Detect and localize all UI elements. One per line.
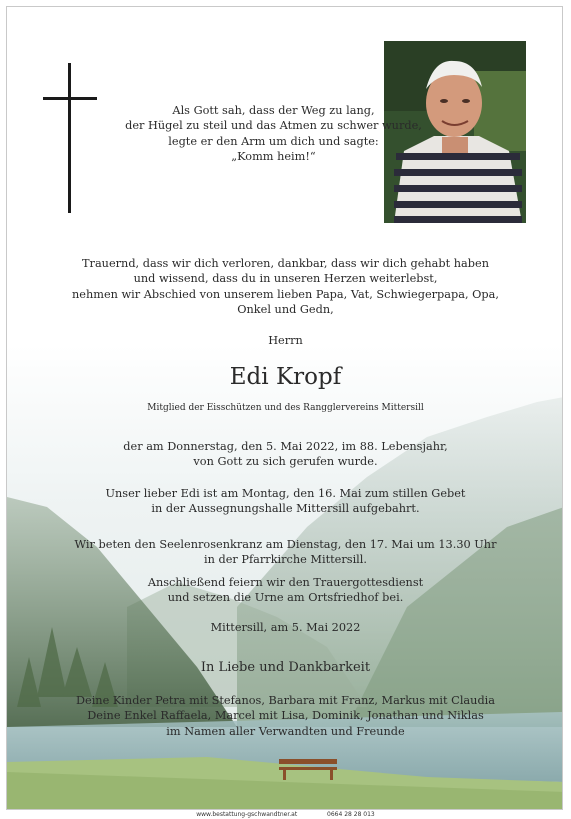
intro-line: Onkel und Gedn, (237, 303, 334, 317)
deceased-name: Edi Kropf (229, 364, 342, 390)
laid-out-line: Unser lieber Edi ist am Montag, den 16. Mai zum stillen Gebet (105, 487, 466, 500)
mourners-line: Deine Kinder Petra mit Stefanos, Barbara mit Franz, Markus mit Claudia (75, 694, 496, 707)
death-line: der am Donnerstag, den 5. Mai 2022, im 88. Lebensjahr, (123, 440, 448, 453)
salutation: Herrn (268, 334, 303, 347)
footer-website: www.bestattung-gschwandtner.at (196, 811, 298, 818)
quote (6, 103, 552, 165)
laid-out-notice (7, 486, 563, 517)
closing-heading: In Liebe und Dankbarkeit (200, 660, 371, 675)
funeral-notice (7, 575, 563, 606)
intro-line: Trauernd, dass wir dich verloren, dankbar, dass wir dich gehabt haben (82, 257, 489, 270)
laid-out-line: in der Aussegnungshalle Mittersill aufgebahrt. (151, 502, 420, 516)
death-line: von Gott zu sich gerufen wurde. (193, 455, 378, 469)
membership: Mitglied der Eisschützen und des Rangglervereins Mittersill (147, 403, 424, 413)
footer-phone: 0664 28 28 013 (327, 811, 375, 818)
intro-line: nehmen wir Abschied von unserem lieben Papa, Vat, Schwiegerpapa, Opa, (72, 287, 499, 301)
mourners-line: Deine Enkel Raffaela, Marcel mit Lisa, Dominik, Jonathan und Niklas (87, 709, 484, 723)
obituary-card (6, 6, 563, 810)
funeral-line: Anschließend feiern wir den Trauergottesdienst (147, 576, 424, 589)
quote-line: der Hügel zu steil und das Atmen zu schwer wurde, (125, 119, 422, 133)
mourners (7, 693, 563, 739)
mourners-line: im Namen aller Verwandten und Freunde (166, 724, 405, 738)
place-date: Mittersill, am 5. Mai 2022 (210, 621, 361, 634)
intro-text (7, 256, 563, 318)
quote-line: legte er den Arm um dich und sagte: (168, 134, 379, 148)
quote-line: Als Gott sah, dass der Weg zu lang, (172, 104, 375, 117)
rosary-line: in der Pfarrkirche Mittersill. (203, 553, 368, 567)
funeral-line: und setzen die Urne am Ortsfriedhof bei. (167, 591, 404, 605)
rosary-line: Wir beten den Seelenrosenkranz am Dienstag, den 17. Mai um 13.30 Uhr (74, 538, 497, 551)
rosary-notice (7, 537, 563, 568)
death-notice (7, 439, 563, 470)
quote-line: „Komm heim!“ (231, 150, 316, 164)
intro-line: und wissend, dass du in unseren Herzen weiterlebst, (133, 272, 438, 286)
